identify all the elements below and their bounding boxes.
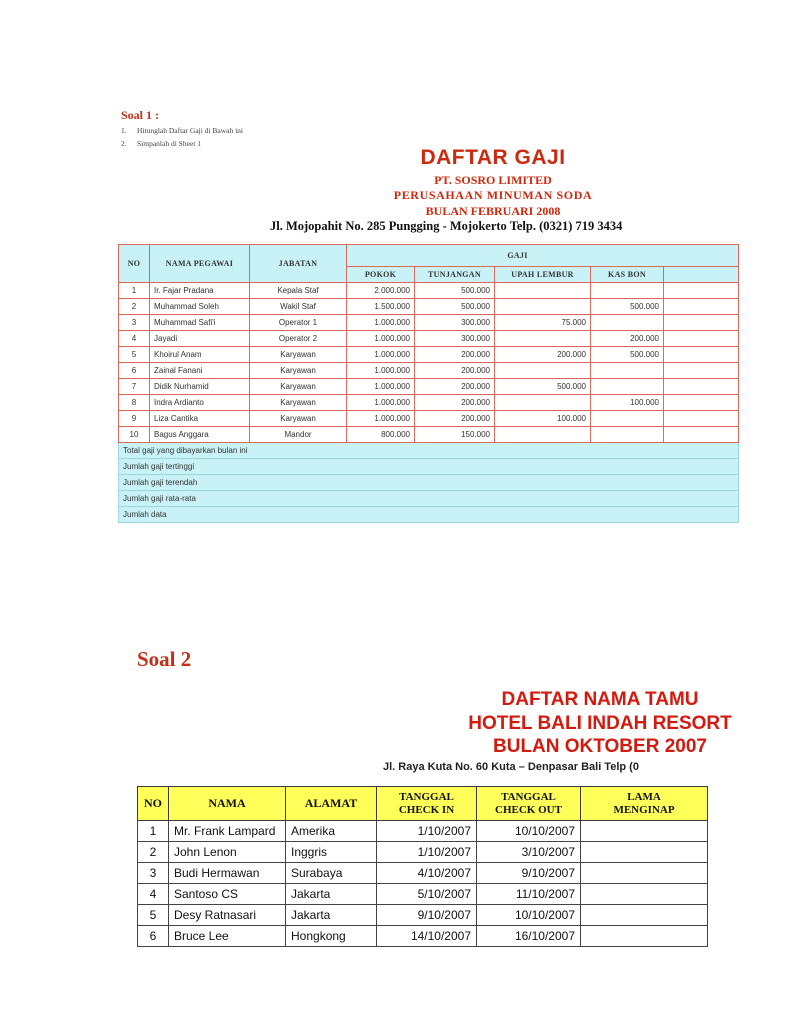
cell-checkin: 1/10/2007 bbox=[377, 842, 477, 863]
cell-employee-name: Liza Cantika bbox=[150, 411, 250, 427]
cell-pokok: 800.000 bbox=[347, 427, 415, 443]
cell-no: 6 bbox=[119, 363, 150, 379]
cell-address: Inggris bbox=[286, 842, 377, 863]
cell-pokok: 1.500.000 bbox=[347, 299, 415, 315]
cell-no: 8 bbox=[119, 395, 150, 411]
salary-row bbox=[119, 347, 739, 363]
cell-lembur: 500.000 bbox=[495, 379, 591, 395]
cell-length-of-stay bbox=[581, 926, 708, 947]
cell-no: 2 bbox=[119, 299, 150, 315]
cell-kasbon bbox=[591, 283, 664, 299]
cell-guest-name: Santoso CS bbox=[169, 884, 286, 905]
cell-kasbon: 100.000 bbox=[591, 395, 664, 411]
cell-kasbon: 500.000 bbox=[591, 347, 664, 363]
cell-address: Jakarta bbox=[286, 905, 377, 926]
cell-address: Amerika bbox=[286, 821, 377, 842]
cell-no: 2 bbox=[138, 842, 169, 863]
cell-checkout: 10/10/2007 bbox=[477, 905, 581, 926]
cell-checkin: 9/10/2007 bbox=[377, 905, 477, 926]
cell-no: 5 bbox=[138, 905, 169, 926]
cell-address: Hongkong bbox=[286, 926, 377, 947]
cell-tunjangan: 300.000 bbox=[415, 331, 495, 347]
company-address: Jl. Mojopahit No. 285 Pungging - Mojokerto Telp. (0321) 719 3434 bbox=[270, 219, 623, 233]
cell-extra bbox=[664, 331, 739, 347]
cell-lembur bbox=[495, 427, 591, 443]
cell-guest-name: John Lenon bbox=[169, 842, 286, 863]
soal2-heading: Soal 2 bbox=[137, 647, 192, 671]
cell-checkin: 5/10/2007 bbox=[377, 884, 477, 905]
summary-label: Total gaji yang dibayarkan bulan ini bbox=[119, 443, 739, 459]
cell-extra bbox=[664, 363, 739, 379]
cell-no: 3 bbox=[119, 315, 150, 331]
cell-extra bbox=[664, 283, 739, 299]
cell-pokok: 1.000.000 bbox=[347, 363, 415, 379]
cell-checkout: 16/10/2007 bbox=[477, 926, 581, 947]
salary-row bbox=[119, 411, 739, 427]
instruction-text: Simpanlah di Sheet 1 bbox=[137, 139, 201, 148]
salary-row bbox=[119, 427, 739, 443]
cell-kasbon bbox=[591, 427, 664, 443]
cell-lembur bbox=[495, 395, 591, 411]
cell-employee-name: Zainal Fanani bbox=[150, 363, 250, 379]
cell-guest-name: Mr. Frank Lampard bbox=[169, 821, 286, 842]
cell-no: 5 bbox=[119, 347, 150, 363]
cell-extra bbox=[664, 347, 739, 363]
cell-tunjangan: 500.000 bbox=[415, 299, 495, 315]
cell-kasbon: 500.000 bbox=[591, 299, 664, 315]
cell-checkin: 14/10/2007 bbox=[377, 926, 477, 947]
cell-tunjangan: 200.000 bbox=[415, 395, 495, 411]
summary-row bbox=[119, 507, 739, 523]
cell-job: Kepala Staf bbox=[250, 283, 347, 299]
header-lembur: UPAH LEMBUR bbox=[495, 267, 591, 283]
cell-job: Karyawan bbox=[250, 379, 347, 395]
cell-lembur bbox=[495, 363, 591, 379]
cell-kasbon bbox=[591, 315, 664, 331]
header-job: JABATAN bbox=[250, 245, 347, 283]
cell-job: Karyawan bbox=[250, 363, 347, 379]
summary-row bbox=[119, 475, 739, 491]
summary-label: Jumlah gaji terendah bbox=[119, 475, 739, 491]
cell-employee-name: Ir. Fajar Pradana bbox=[150, 283, 250, 299]
cell-tunjangan: 500.000 bbox=[415, 283, 495, 299]
cell-address: Jakarta bbox=[286, 884, 377, 905]
cell-no: 10 bbox=[119, 427, 150, 443]
cell-tunjangan: 200.000 bbox=[415, 347, 495, 363]
salary-table-container bbox=[118, 244, 668, 526]
summary-row bbox=[119, 459, 739, 475]
header-extra bbox=[664, 267, 739, 283]
cell-kasbon bbox=[591, 411, 664, 427]
cell-length-of-stay bbox=[581, 905, 708, 926]
header-pokok: POKOK bbox=[347, 267, 415, 283]
cell-tunjangan: 300.000 bbox=[415, 315, 495, 331]
cell-employee-name: Khoirul Anam bbox=[150, 347, 250, 363]
cell-no: 9 bbox=[119, 411, 150, 427]
guest-row bbox=[138, 863, 708, 884]
soal1-instructions bbox=[121, 124, 243, 150]
header-kasbon: KAS BON bbox=[591, 267, 664, 283]
instruction-number: 2. bbox=[121, 139, 127, 148]
guest-table bbox=[137, 786, 708, 947]
cell-pokok: 1.000.000 bbox=[347, 379, 415, 395]
salary-row bbox=[119, 379, 739, 395]
cell-checkout: 9/10/2007 bbox=[477, 863, 581, 884]
cell-extra bbox=[664, 379, 739, 395]
cell-no: 3 bbox=[138, 863, 169, 884]
cell-kasbon bbox=[591, 363, 664, 379]
cell-checkout: 3/10/2007 bbox=[477, 842, 581, 863]
cell-extra bbox=[664, 315, 739, 331]
summary-row bbox=[119, 491, 739, 507]
salary-row bbox=[119, 395, 739, 411]
cell-employee-name: Muhammad Safi'i bbox=[150, 315, 250, 331]
cell-kasbon bbox=[591, 379, 664, 395]
header-no: NO bbox=[119, 245, 150, 283]
header-no: NO bbox=[138, 787, 169, 821]
cell-extra bbox=[664, 299, 739, 315]
soal1-heading: Soal 1 : bbox=[121, 108, 160, 122]
cell-length-of-stay bbox=[581, 842, 708, 863]
header-tunjangan: TUNJANGAN bbox=[415, 267, 495, 283]
cell-length-of-stay bbox=[581, 863, 708, 884]
guest-row bbox=[138, 884, 708, 905]
summary-label: Jumlah data bbox=[119, 507, 739, 523]
header-nama: NAMA bbox=[169, 787, 286, 821]
cell-tunjangan: 200.000 bbox=[415, 363, 495, 379]
cell-job: Karyawan bbox=[250, 411, 347, 427]
instruction-number: 1. bbox=[121, 126, 127, 135]
cell-tunjangan: 200.000 bbox=[415, 411, 495, 427]
header-checkin-line1: TANGGAL bbox=[399, 790, 454, 803]
cell-kasbon: 200.000 bbox=[591, 331, 664, 347]
cell-employee-name: Muhammad Soleh bbox=[150, 299, 250, 315]
guest-period: BULAN OKTOBER 2007 bbox=[493, 736, 707, 757]
cell-extra bbox=[664, 427, 739, 443]
cell-no: 6 bbox=[138, 926, 169, 947]
instruction-item bbox=[121, 124, 243, 137]
guest-row bbox=[138, 905, 708, 926]
cell-length-of-stay bbox=[581, 821, 708, 842]
salary-row bbox=[119, 315, 739, 331]
cell-job: Karyawan bbox=[250, 347, 347, 363]
cell-job: Wakil Staf bbox=[250, 299, 347, 315]
cell-guest-name: Budi Hermawan bbox=[169, 863, 286, 884]
instruction-item bbox=[121, 137, 243, 150]
salary-list-title: DAFTAR GAJI bbox=[420, 146, 566, 169]
cell-extra bbox=[664, 411, 739, 427]
salary-row bbox=[119, 299, 739, 315]
cell-guest-name: Desy Ratnasari bbox=[169, 905, 286, 926]
cell-lembur bbox=[495, 331, 591, 347]
guest-list-title: DAFTAR NAMA TAMU bbox=[501, 689, 699, 710]
guest-row bbox=[138, 926, 708, 947]
header-gaji bbox=[347, 245, 739, 267]
cell-checkin: 1/10/2007 bbox=[377, 821, 477, 842]
cell-tunjangan: 150.000 bbox=[415, 427, 495, 443]
cell-lembur: 200.000 bbox=[495, 347, 591, 363]
cell-no: 7 bbox=[119, 379, 150, 395]
header-checkin bbox=[377, 787, 477, 821]
cell-job: Mandor bbox=[250, 427, 347, 443]
cell-pokok: 1.000.000 bbox=[347, 347, 415, 363]
guest-row bbox=[138, 821, 708, 842]
cell-pokok: 1.000.000 bbox=[347, 331, 415, 347]
cell-checkin: 4/10/2007 bbox=[377, 863, 477, 884]
cell-lembur bbox=[495, 283, 591, 299]
cell-lembur: 100.000 bbox=[495, 411, 591, 427]
salary-row bbox=[119, 331, 739, 347]
header-lama-line2: MENGINAP bbox=[613, 803, 675, 816]
cell-pokok: 1.000.000 bbox=[347, 395, 415, 411]
guest-row bbox=[138, 842, 708, 863]
cell-lembur: 75.000 bbox=[495, 315, 591, 331]
cell-guest-name: Bruce Lee bbox=[169, 926, 286, 947]
cell-pokok: 1.000.000 bbox=[347, 315, 415, 331]
salary-table bbox=[118, 244, 739, 523]
cell-no: 4 bbox=[138, 884, 169, 905]
cell-employee-name: Didik Nurhamid bbox=[150, 379, 250, 395]
header-lama-line1: LAMA bbox=[627, 790, 661, 803]
cell-employee-name: Bagus Anggara bbox=[150, 427, 250, 443]
cell-no: 1 bbox=[138, 821, 169, 842]
company-name: PT. SOSRO LIMITED bbox=[434, 173, 552, 187]
cell-lembur bbox=[495, 299, 591, 315]
cell-employee-name: Indra Ardianto bbox=[150, 395, 250, 411]
cell-job: Karyawan bbox=[250, 395, 347, 411]
company-description: PERUSAHAAN MINUMAN SODA bbox=[393, 188, 593, 202]
header-checkout-line2: CHECK OUT bbox=[495, 803, 562, 816]
cell-no: 4 bbox=[119, 331, 150, 347]
header-name: NAMA PEGAWAI bbox=[150, 245, 250, 283]
header-gaji-label: GAJI bbox=[507, 251, 528, 260]
cell-pokok: 2.000.000 bbox=[347, 283, 415, 299]
hotel-name: HOTEL BALI INDAH RESORT bbox=[468, 713, 732, 734]
cell-extra bbox=[664, 395, 739, 411]
cell-tunjangan: 200.000 bbox=[415, 379, 495, 395]
header-lama bbox=[581, 787, 708, 821]
salary-row bbox=[119, 363, 739, 379]
header-checkin-line2: CHECK IN bbox=[398, 803, 455, 816]
cell-no: 1 bbox=[119, 283, 150, 299]
cell-pokok: 1.000.000 bbox=[347, 411, 415, 427]
cell-employee-name: Jayadi bbox=[150, 331, 250, 347]
salary-period: BULAN FEBRUARI 2008 bbox=[425, 204, 561, 218]
header-checkout bbox=[477, 787, 581, 821]
cell-job: Operator 2 bbox=[250, 331, 347, 347]
summary-row bbox=[119, 443, 739, 459]
header-alamat: ALAMAT bbox=[286, 787, 377, 821]
summary-label: Jumlah gaji rata-rata bbox=[119, 491, 739, 507]
cell-checkout: 10/10/2007 bbox=[477, 821, 581, 842]
cell-address: Surabaya bbox=[286, 863, 377, 884]
summary-label: Jumlah gaji tertinggi bbox=[119, 459, 739, 475]
salary-row bbox=[119, 283, 739, 299]
cell-checkout: 11/10/2007 bbox=[477, 884, 581, 905]
guest-table-container bbox=[137, 786, 675, 946]
cell-length-of-stay bbox=[581, 884, 708, 905]
hotel-address: Jl. Raya Kuta No. 60 Kuta – Denpasar Bali Telp (0 bbox=[383, 761, 639, 773]
cell-job: Operator 1 bbox=[250, 315, 347, 331]
instruction-text: Hitunglah Daftar Gaji di Bawah ini bbox=[137, 126, 244, 135]
header-checkout-line1: TANGGAL bbox=[501, 790, 556, 803]
